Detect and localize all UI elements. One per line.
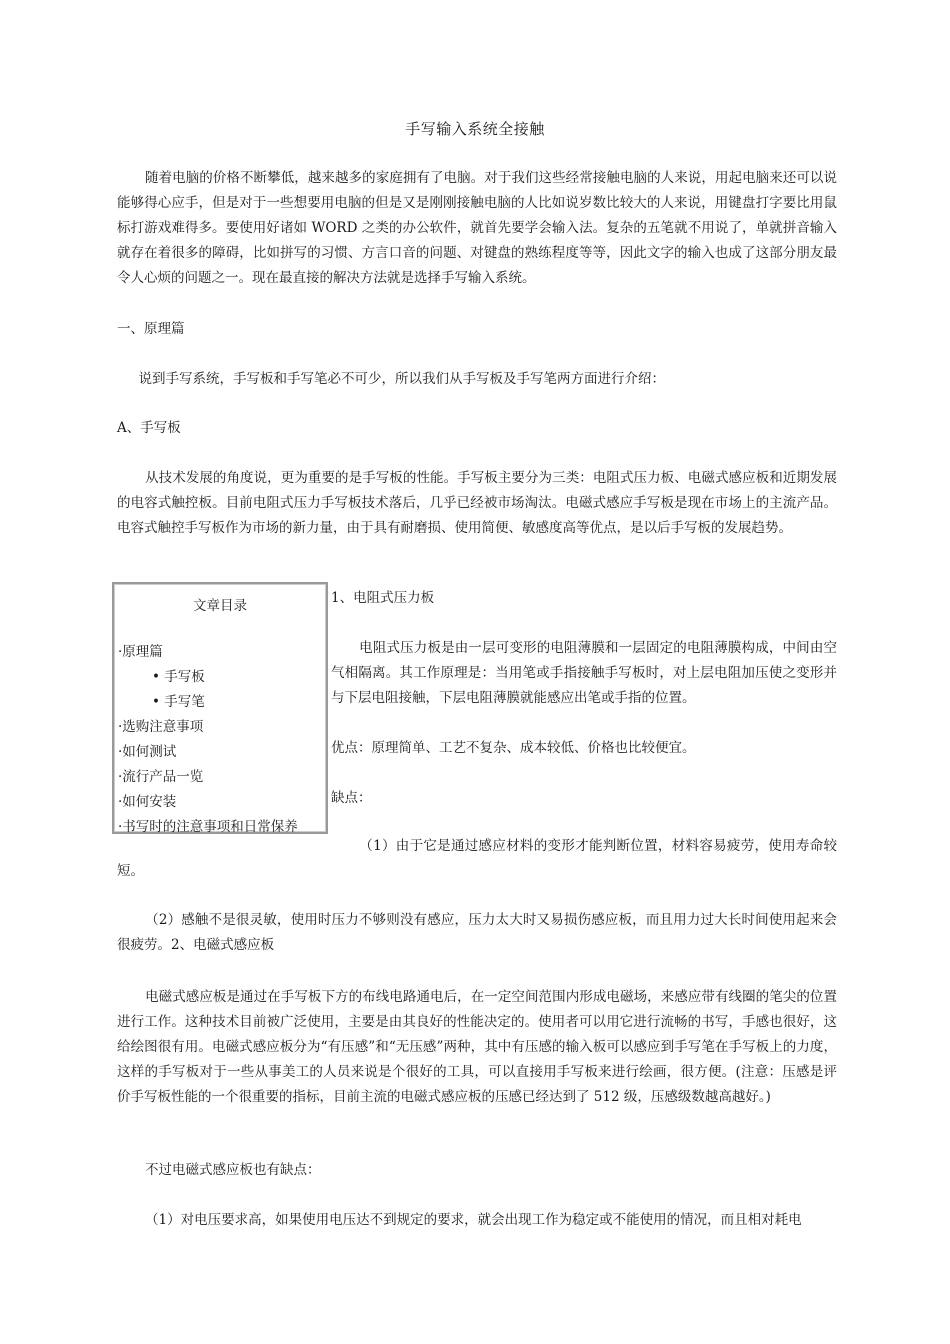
page-title: 手写输入系统全接触 [405, 120, 545, 138]
section-heading-tablet: A、手写板 [117, 420, 181, 436]
toc-title: 文章目录 [193, 598, 247, 614]
toc-item-maintenance[interactable]: ·书写时的注意事项和日常保养 [118, 819, 298, 835]
paragraph-text: （2）感触不是很灵敏，使用时压力不够则没有感应，压力太大时又易损伤感应板，而且用力过大长时间使用起来会很疲劳。2、电磁式感应板 [117, 912, 837, 953]
paragraph-con-2 [117, 908, 837, 958]
paragraph-em-cons [117, 1158, 837, 1183]
toc-item-tablet[interactable]: • 手写板 [152, 669, 205, 685]
toc-item-principles[interactable]: ·原理篇 [118, 644, 163, 660]
intro-paragraph: 随着电脑的价格不断攀低，越来越多的家庭拥有了电脑。对于我们这些经常接触电脑的人来说，用起电脑来还可以说能够得心应手，但是对于一些想要用电脑的但是又是刚刚接触电脑的人比如说岁数比较大的人来说，用键盘打字要比用鼠标打游戏难得多。要使用好诸如 WORD 之类的办公软件，就首先要学会输入法。复杂的五笔就不用说了，单就拼音输入就存在着很多的障碍，比如拼写的习惯、方言口音的问题、对键盘的熟练程度等等，因此文字的输入也成了这部分朋友最令人心烦的问题之一。现在最直接的解决方法就是选择手写输入系统。 [117, 170, 837, 286]
paragraph-electromagnetic [117, 985, 837, 1110]
toc-item-products[interactable]: ·流行产品一览 [118, 769, 204, 785]
toc-item-install[interactable]: ·如何安装 [118, 794, 177, 810]
subsection-heading-resistive: 1、电阻式压力板 [331, 590, 435, 606]
paragraph-intro-systems [117, 367, 837, 392]
paragraph-tablet-types [117, 466, 837, 541]
paragraph-text: （1）对电压要求高，如果使用电压达不到规定的要求，就会出现工作为稳定或不能使用的情况，而且相对耗电 [145, 1212, 802, 1228]
paragraph-text: 电阻式压力板是由一层可变形的电阻薄膜和一层固定的电阻薄膜构成，中间由空气相隔离。其工作原理是：当用笔或手指接触手写板时，对上层电阻加压使之变形并与下层电阻接触，下层电阻薄膜就能感应出笔或手指的位置。 [331, 640, 837, 706]
toc-item-pen[interactable]: • 手写笔 [152, 694, 205, 710]
paragraph-text: 不过电磁式感应板也有缺点： [145, 1162, 321, 1178]
paragraph-resistive [331, 636, 837, 711]
paragraph-text: 从技术发展的角度说，更为重要的是手写板的性能。手写板主要分为三类：电阻式压力板、电磁式感应板和近期发展的电容式触控板。目前电阻式压力手写板技术落后，几乎已经被市场淘汰。电磁式感应手写板是现在市场上的主流产品。电容式触控手写板作为市场的新力量，由于具有耐磨损、使用简便、敏感度高等优点，是以后手写板的发展趋势。 [117, 470, 837, 536]
toc-item-testing[interactable]: ·如何测试 [118, 744, 177, 760]
toc-box [112, 582, 328, 834]
paragraph-text: 说到手写系统，手写板和手写笔必不可少，所以我们从手写板及手写笔两方面进行介绍： [138, 371, 665, 387]
paragraph-cons-label: 缺点： [331, 790, 372, 806]
paragraph-pros: 优点：原理简单、工艺不复杂、成本较低、价格也比较便宜。 [331, 740, 696, 756]
paragraph-text: 电磁式感应板是通过在手写板下方的布线电路通电后，在一定空间范围内形成电磁场，来感应带有线圈的笔尖的位置进行工作。这种技术目前被广泛使用，主要是由其良好的性能决定的。使用者可以用它进行流畅的书写，手感也很好，这给绘图很有用。电磁式感应板分为“有压感”和“无压感”两种，其中有压感的输入板可以感应到手写笔在手写板上的力度，这样的手写板对于一些从事美工的人员来说是个很好的工具，可以直接用手写板来进行绘画，很方便。(注意：压感是评价手写板性能的一个很重要的指标，目前主流的电磁式感应板的压感已经达到了 512 级，压感级数越高越好。) [117, 989, 837, 1105]
paragraph-con-1 [117, 834, 837, 884]
toc-item-buying[interactable]: ·选购注意事项 [118, 719, 204, 735]
paragraph-em-con-1 [117, 1208, 837, 1233]
section-heading-principles: 一、原理篇 [117, 321, 185, 337]
toc-list [118, 640, 298, 840]
paragraph-text: （1）由于它是通过感应材料的变形才能判断位置，材料容易疲劳，使用寿命较短。 [117, 838, 837, 879]
